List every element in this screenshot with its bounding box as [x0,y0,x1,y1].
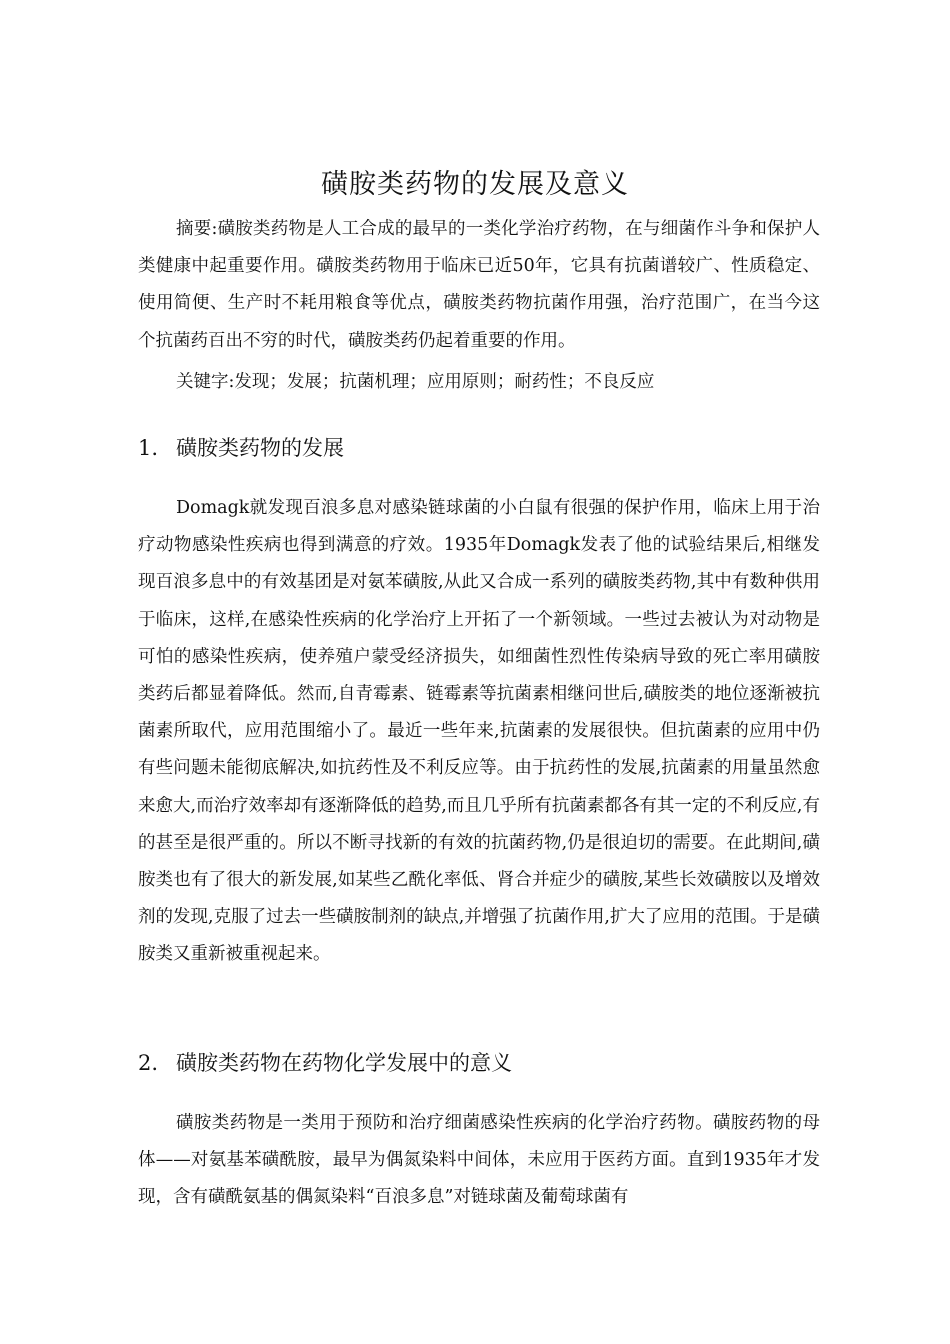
section-2-heading [138,1047,512,1077]
section-2-body: 磺胺类药物是一类用于预防和治疗细菌感染性疾病的化学治疗药物。磺胺药物的母体——对氨基苯磺酰胺，最早为偶氮染料中间体，未应用于医药方面。直到1935年才发现，含有磺酰氨基的偶氮染料“百浪多息”对链球菌及葡萄球菌有 [138,1113,820,1208]
section-2-number: 2. [138,1051,159,1075]
document-title: 磺胺类药物的发展及意义 [321,169,629,200]
section-1-title: 磺胺类药物的发展 [176,436,344,460]
section-1-body: Domagk就发现百浪多息对感染链球菌的小白鼠有很强的保护作用，临床上用于治疗动物感染性疾病也得到满意的疗效。1935年Domagk发表了他的试验结果后,相继发现百浪多息中的有效基团是对氨苯磺胺,从此又合成一系列的磺胺类药物,其中有数种供用于临床，这样,在感染性疾病的化学治疗上开拓了一个新领域。一些过去被认为对动物是可怕的感染性疾病，使养殖户蒙受经济损失，如细菌性烈性传染病导致的死亡率用磺胺类药后都显着降低。然而,自青霉素、链霉素等抗菌素相继问世后,磺胺类的地位逐渐被抗菌素所取代，应用范围缩小了。最近一些年来,抗菌素的发展很快。但抗菌素的应用中仍有些问题未能彻底解决,如抗药性及不利反应等。由于抗药性的发展,抗菌素的用量虽然愈来愈大,而治疗效率却有逐渐降低的趋势,而且几乎所有抗菌素都各有其一定的不利反应,有的甚至是很严重的。所以不断寻找新的有效的抗菌药物,仍是很迫切的需要。在此期间,磺胺类也有了很大的新发展,如某些乙酰化率低、肾合并症少的磺胺,某些长效磺胺以及增效剂的发现,克服了过去一些磺胺制剂的缺点,并增强了抗菌作用,扩大了应用的范围。于是磺胺类又重新被重视起来。 [138,498,820,965]
section-1-heading [138,432,344,462]
abstract-paragraph: 摘要:磺胺类药物是人工合成的最早的一类化学治疗药物，在与细菌作斗争和保护人类健康中起重要作用。磺胺类药物用于临床已近50年，它具有抗菌谱较广、性质稳定、使用简便、生产时不耗用粮食等优点，磺胺类药物抗菌作用强，治疗范围广，在当今这个抗菌药百出不穷的时代，磺胺类药仍起着重要的作用。 [138,219,820,351]
section-1-number: 1. [138,436,159,460]
section-2-title: 磺胺类药物在药物化学发展中的意义 [176,1051,512,1075]
keywords-line: 关键字:发现；发展；抗菌机理；应用原则；耐药性；不良反应 [176,372,655,392]
